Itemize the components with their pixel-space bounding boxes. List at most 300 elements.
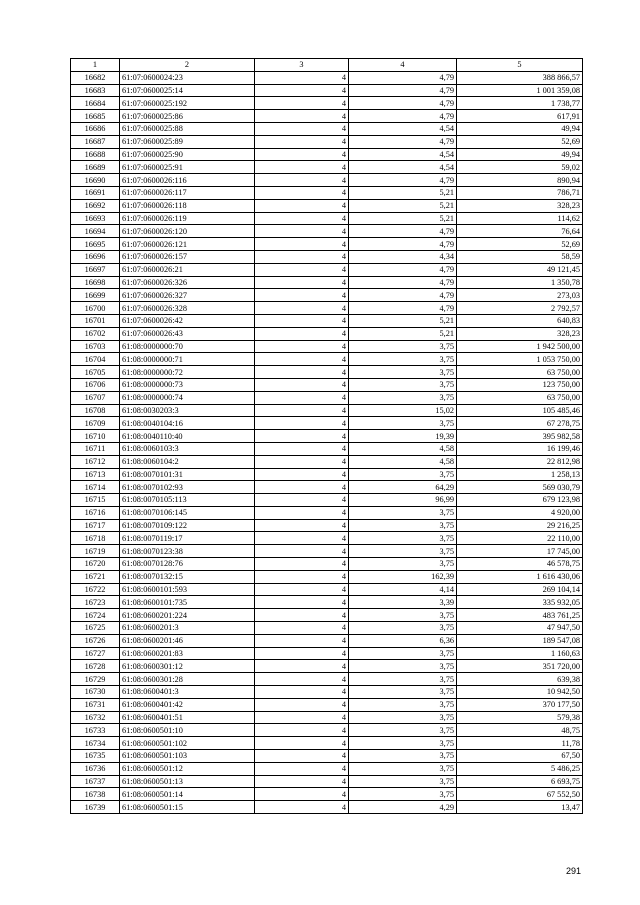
- table-cell: 3,75: [349, 622, 457, 635]
- table-cell: 4: [255, 404, 349, 417]
- table-row: [71, 468, 583, 481]
- table-cell: 16707: [71, 391, 120, 404]
- table-cell: 4: [255, 532, 349, 545]
- table-cell: 48,75: [457, 724, 583, 737]
- table-cell: 4: [255, 788, 349, 801]
- table-row: [71, 378, 583, 391]
- table-cell: 4: [255, 455, 349, 468]
- table-cell: 4: [255, 506, 349, 519]
- table-cell: 76,64: [457, 225, 583, 238]
- table-cell: 16710: [71, 430, 120, 443]
- table-cell: 4,54: [349, 122, 457, 135]
- table-cell: 16709: [71, 417, 120, 430]
- table-row: [71, 404, 583, 417]
- data-table: [70, 58, 583, 814]
- table-cell: 4,79: [349, 263, 457, 276]
- table-cell: 16703: [71, 340, 120, 353]
- table-cell: 273,03: [457, 289, 583, 302]
- table-cell: 4: [255, 378, 349, 391]
- table-cell: 4: [255, 174, 349, 187]
- table-cell: 3,75: [349, 417, 457, 430]
- table-cell: 16737: [71, 775, 120, 788]
- table-cell: 483 761,25: [457, 609, 583, 622]
- table-cell: 3,75: [349, 506, 457, 519]
- table-cell: 16688: [71, 148, 120, 161]
- table-row: [71, 71, 583, 84]
- table-cell: 52,69: [457, 238, 583, 251]
- table-cell: 3,75: [349, 519, 457, 532]
- table-cell: 16714: [71, 481, 120, 494]
- table-cell: 4: [255, 327, 349, 340]
- table-cell: 16691: [71, 186, 120, 199]
- table-row: [71, 238, 583, 251]
- table-cell: 1 738,77: [457, 97, 583, 110]
- table-cell: 61:07:0600026:116: [120, 174, 255, 187]
- table-cell: 4: [255, 583, 349, 596]
- table-cell: 4,79: [349, 289, 457, 302]
- table-cell: 16723: [71, 596, 120, 609]
- table-cell: 61:08:0600201:3: [120, 622, 255, 635]
- table-cell: 16708: [71, 404, 120, 417]
- table-cell: 335 932,05: [457, 596, 583, 609]
- header-row: [71, 59, 583, 72]
- table-cell: 61:08:0600501:14: [120, 788, 255, 801]
- table-cell: 61:08:0600301:28: [120, 673, 255, 686]
- table-cell: 4: [255, 724, 349, 737]
- table-cell: 61:07:0600025:91: [120, 161, 255, 174]
- table-cell: 16713: [71, 468, 120, 481]
- table-cell: 61:08:0000000:73: [120, 378, 255, 391]
- table-cell: 4,79: [349, 84, 457, 97]
- table-cell: 67 552,50: [457, 788, 583, 801]
- table-row: [71, 225, 583, 238]
- table-cell: 61:07:0600026:327: [120, 289, 255, 302]
- table-cell: 61:07:0600024:23: [120, 71, 255, 84]
- table-body: [71, 71, 583, 813]
- table-cell: 61:08:0600101:593: [120, 583, 255, 596]
- table-row: [71, 801, 583, 814]
- table-cell: 61:07:0600026:43: [120, 327, 255, 340]
- table-cell: 13,47: [457, 801, 583, 814]
- table-cell: 16 199,46: [457, 442, 583, 455]
- table-cell: 3,75: [349, 724, 457, 737]
- table-cell: 46 578,75: [457, 558, 583, 571]
- table-cell: 5,21: [349, 314, 457, 327]
- table-cell: 4: [255, 775, 349, 788]
- table-row: [71, 622, 583, 635]
- table-row: [71, 596, 583, 609]
- table-row: [71, 686, 583, 699]
- table-cell: 569 030,79: [457, 481, 583, 494]
- table-cell: 351 720,00: [457, 660, 583, 673]
- table-cell: 4: [255, 417, 349, 430]
- table-cell: 16701: [71, 314, 120, 327]
- table-cell: 16721: [71, 570, 120, 583]
- table-cell: 61:08:0000000:72: [120, 366, 255, 379]
- table-cell: 4: [255, 289, 349, 302]
- table-cell: 370 177,50: [457, 698, 583, 711]
- table-cell: 3,75: [349, 686, 457, 699]
- table-cell: 61:07:0600025:88: [120, 122, 255, 135]
- column-header: 4: [349, 59, 457, 72]
- table-cell: 16695: [71, 238, 120, 251]
- table-row: [71, 750, 583, 763]
- table-cell: 4,79: [349, 276, 457, 289]
- table-row: [71, 135, 583, 148]
- table-cell: 61:08:0600401:42: [120, 698, 255, 711]
- table-cell: 16699: [71, 289, 120, 302]
- table-cell: 61:07:0600026:121: [120, 238, 255, 251]
- table-cell: 61:08:0060103:3: [120, 442, 255, 455]
- table-cell: 61:08:0070119:17: [120, 532, 255, 545]
- table-cell: 4,79: [349, 302, 457, 315]
- table-cell: 16697: [71, 263, 120, 276]
- table-cell: 61:08:0600301:12: [120, 660, 255, 673]
- table-cell: 4: [255, 801, 349, 814]
- table-cell: 61:07:0600026:118: [120, 199, 255, 212]
- table-row: [71, 391, 583, 404]
- table-cell: 16739: [71, 801, 120, 814]
- page-number: 291: [566, 866, 582, 876]
- table-cell: 4: [255, 442, 349, 455]
- table-cell: 61:08:0600101:735: [120, 596, 255, 609]
- table-row: [71, 302, 583, 315]
- table-row: [71, 417, 583, 430]
- table-cell: 16728: [71, 660, 120, 673]
- table-cell: 4: [255, 519, 349, 532]
- table-row: [71, 775, 583, 788]
- column-header: 1: [71, 59, 120, 72]
- table-cell: 16702: [71, 327, 120, 340]
- table-cell: 15,02: [349, 404, 457, 417]
- table-cell: 16686: [71, 122, 120, 135]
- table-cell: 4: [255, 238, 349, 251]
- table-cell: 1 160,63: [457, 647, 583, 660]
- table-row: [71, 430, 583, 443]
- table-cell: 61:08:0070128:76: [120, 558, 255, 571]
- table-cell: 388 866,57: [457, 71, 583, 84]
- table-cell: 639,38: [457, 673, 583, 686]
- table-cell: 4: [255, 161, 349, 174]
- table-cell: 4: [255, 698, 349, 711]
- table-cell: 61:08:0070102:93: [120, 481, 255, 494]
- table-row: [71, 519, 583, 532]
- table-row: [71, 660, 583, 673]
- table-cell: 890,94: [457, 174, 583, 187]
- table-cell: 22 812,98: [457, 455, 583, 468]
- table-cell: 5,21: [349, 327, 457, 340]
- table-cell: 61:07:0600025:89: [120, 135, 255, 148]
- table-cell: 16698: [71, 276, 120, 289]
- table-cell: 395 982,58: [457, 430, 583, 443]
- table-cell: 4: [255, 250, 349, 263]
- table-row: [71, 737, 583, 750]
- table-cell: 16705: [71, 366, 120, 379]
- table-cell: 4: [255, 647, 349, 660]
- table-cell: 3,75: [349, 366, 457, 379]
- table-row: [71, 724, 583, 737]
- table-cell: 1 942 500,00: [457, 340, 583, 353]
- table-cell: 16711: [71, 442, 120, 455]
- table-row: [71, 609, 583, 622]
- table-cell: 4: [255, 481, 349, 494]
- table-cell: 61:07:0600026:21: [120, 263, 255, 276]
- table-cell: 4: [255, 71, 349, 84]
- table-cell: 4: [255, 737, 349, 750]
- table-row: [71, 276, 583, 289]
- table-row: [71, 84, 583, 97]
- table-cell: 61:08:0600401:3: [120, 686, 255, 699]
- table-cell: 16736: [71, 762, 120, 775]
- table-cell: 49,94: [457, 122, 583, 135]
- table-cell: 64,29: [349, 481, 457, 494]
- table-cell: 16689: [71, 161, 120, 174]
- table-cell: 4,54: [349, 161, 457, 174]
- table-cell: 3,75: [349, 609, 457, 622]
- table-cell: 4: [255, 391, 349, 404]
- table-cell: 61:07:0600025:14: [120, 84, 255, 97]
- table-cell: 1 258,13: [457, 468, 583, 481]
- table-row: [71, 570, 583, 583]
- table-cell: 61:08:0030203:3: [120, 404, 255, 417]
- table-cell: 3,75: [349, 391, 457, 404]
- table-cell: 114,62: [457, 212, 583, 225]
- table-cell: 16719: [71, 545, 120, 558]
- table-cell: 16729: [71, 673, 120, 686]
- table-cell: 123 750,00: [457, 378, 583, 391]
- table-cell: 4: [255, 97, 349, 110]
- table-row: [71, 532, 583, 545]
- table-cell: 4 920,00: [457, 506, 583, 519]
- table-cell: 61:08:0600201:46: [120, 634, 255, 647]
- table-cell: 4: [255, 212, 349, 225]
- table-cell: 4: [255, 340, 349, 353]
- table-cell: 679 123,98: [457, 494, 583, 507]
- table-cell: 4: [255, 225, 349, 238]
- table-row: [71, 314, 583, 327]
- table-cell: 1 001 359,08: [457, 84, 583, 97]
- table-cell: 61:07:0600026:42: [120, 314, 255, 327]
- table-cell: 4,79: [349, 97, 457, 110]
- table-cell: 4: [255, 545, 349, 558]
- table-row: [71, 212, 583, 225]
- table-cell: 5,21: [349, 186, 457, 199]
- table-cell: 52,69: [457, 135, 583, 148]
- table-cell: 61:08:0000000:74: [120, 391, 255, 404]
- table-row: [71, 647, 583, 660]
- table-cell: 4: [255, 276, 349, 289]
- table-cell: 3,75: [349, 750, 457, 763]
- table-cell: 61:07:0600026:328: [120, 302, 255, 315]
- table-cell: 4: [255, 263, 349, 276]
- table-cell: 61:08:0600501:10: [120, 724, 255, 737]
- table-cell: 5 486,25: [457, 762, 583, 775]
- table-cell: 61:08:0600501:13: [120, 775, 255, 788]
- table-cell: 61:08:0600401:51: [120, 711, 255, 724]
- table-cell: 16690: [71, 174, 120, 187]
- table-cell: 61:07:0600026:120: [120, 225, 255, 238]
- table-cell: 96,99: [349, 494, 457, 507]
- table-row: [71, 327, 583, 340]
- table-cell: 16718: [71, 532, 120, 545]
- table-cell: 16731: [71, 698, 120, 711]
- table-cell: 4: [255, 186, 349, 199]
- table-cell: 4: [255, 762, 349, 775]
- table-cell: 4: [255, 660, 349, 673]
- table-cell: 4: [255, 558, 349, 571]
- table-cell: 4,58: [349, 442, 457, 455]
- table-cell: 16682: [71, 71, 120, 84]
- table-cell: 61:08:0060104:2: [120, 455, 255, 468]
- table-row: [71, 442, 583, 455]
- table-cell: 47 947,50: [457, 622, 583, 635]
- table-row: [71, 263, 583, 276]
- table-cell: 4,34: [349, 250, 457, 263]
- table-cell: 61:07:0600025:90: [120, 148, 255, 161]
- table-cell: 61:08:0600201:224: [120, 609, 255, 622]
- table-row: [71, 711, 583, 724]
- table-cell: 4: [255, 711, 349, 724]
- table-cell: 4: [255, 122, 349, 135]
- table-cell: 3,75: [349, 468, 457, 481]
- table-cell: 4: [255, 314, 349, 327]
- table-cell: 640,83: [457, 314, 583, 327]
- table-cell: 4: [255, 609, 349, 622]
- table-cell: 16715: [71, 494, 120, 507]
- table-cell: 17 745,00: [457, 545, 583, 558]
- table-cell: 4,79: [349, 135, 457, 148]
- table-cell: 3,75: [349, 698, 457, 711]
- table-row: [71, 788, 583, 801]
- table-cell: 61:08:0070105:113: [120, 494, 255, 507]
- table-row: [71, 250, 583, 263]
- table-cell: 3,75: [349, 775, 457, 788]
- table-row: [71, 583, 583, 596]
- table-cell: 1 616 430,06: [457, 570, 583, 583]
- table-cell: 19,39: [349, 430, 457, 443]
- table-cell: 67,50: [457, 750, 583, 763]
- table-cell: 3,75: [349, 558, 457, 571]
- table-cell: 4,29: [349, 801, 457, 814]
- table-cell: 16724: [71, 609, 120, 622]
- table-cell: 3,75: [349, 762, 457, 775]
- table-cell: 16716: [71, 506, 120, 519]
- table-cell: 16692: [71, 199, 120, 212]
- table-row: [71, 698, 583, 711]
- table-cell: 61:08:0000000:70: [120, 340, 255, 353]
- table-cell: 3,75: [349, 545, 457, 558]
- table-cell: 67 278,75: [457, 417, 583, 430]
- column-header: 3: [255, 59, 349, 72]
- table-cell: 4: [255, 353, 349, 366]
- table-cell: 16694: [71, 225, 120, 238]
- table-cell: 4,14: [349, 583, 457, 596]
- table-cell: 16734: [71, 737, 120, 750]
- table-cell: 16693: [71, 212, 120, 225]
- table-cell: 61:07:0600026:157: [120, 250, 255, 263]
- table-row: [71, 122, 583, 135]
- table-cell: 16706: [71, 378, 120, 391]
- table-cell: 4,79: [349, 110, 457, 123]
- table-cell: 269 104,14: [457, 583, 583, 596]
- table-cell: 4: [255, 570, 349, 583]
- table-cell: 3,39: [349, 596, 457, 609]
- table-cell: 61:08:0070106:145: [120, 506, 255, 519]
- table-cell: 4,79: [349, 225, 457, 238]
- table-row: [71, 340, 583, 353]
- table-row: [71, 199, 583, 212]
- table-cell: 4: [255, 468, 349, 481]
- table-cell: 786,71: [457, 186, 583, 199]
- table-cell: 3,75: [349, 673, 457, 686]
- table-row: [71, 186, 583, 199]
- table-cell: 58,59: [457, 250, 583, 263]
- table-cell: 4,58: [349, 455, 457, 468]
- table-cell: 16712: [71, 455, 120, 468]
- table-cell: 61:08:0070101:31: [120, 468, 255, 481]
- table-cell: 61:07:0600026:326: [120, 276, 255, 289]
- table-cell: 4: [255, 673, 349, 686]
- table-cell: 4: [255, 366, 349, 379]
- table-cell: 4: [255, 634, 349, 647]
- table-cell: 4: [255, 686, 349, 699]
- table-cell: 16725: [71, 622, 120, 635]
- table-row: [71, 634, 583, 647]
- column-header: 2: [120, 59, 255, 72]
- table-cell: 49,94: [457, 148, 583, 161]
- table-cell: 3,75: [349, 353, 457, 366]
- table-cell: 16684: [71, 97, 120, 110]
- table-cell: 16732: [71, 711, 120, 724]
- table-cell: 16687: [71, 135, 120, 148]
- table-cell: 63 750,00: [457, 391, 583, 404]
- table-cell: 11,78: [457, 737, 583, 750]
- table-cell: 61:08:0070123:38: [120, 545, 255, 558]
- table-cell: 3,75: [349, 647, 457, 660]
- table-cell: 29 216,25: [457, 519, 583, 532]
- table-row: [71, 161, 583, 174]
- table-cell: 105 485,46: [457, 404, 583, 417]
- table-cell: 579,38: [457, 711, 583, 724]
- table-cell: 4: [255, 148, 349, 161]
- table-cell: 16717: [71, 519, 120, 532]
- table-cell: 3,75: [349, 737, 457, 750]
- table-cell: 59,02: [457, 161, 583, 174]
- table-cell: 61:08:0600501:12: [120, 762, 255, 775]
- table-cell: 4: [255, 596, 349, 609]
- table-row: [71, 289, 583, 302]
- table-cell: 16704: [71, 353, 120, 366]
- table-cell: 4,54: [349, 148, 457, 161]
- table-cell: 5,21: [349, 212, 457, 225]
- table-cell: 1 053 750,00: [457, 353, 583, 366]
- table-cell: 61:08:0070132:15: [120, 570, 255, 583]
- table-cell: 16730: [71, 686, 120, 699]
- table-cell: 61:08:0600501:15: [120, 801, 255, 814]
- table-cell: 4: [255, 750, 349, 763]
- table-cell: 5,21: [349, 199, 457, 212]
- table-cell: 61:08:0070109:122: [120, 519, 255, 532]
- table-cell: 617,91: [457, 110, 583, 123]
- table-cell: 16685: [71, 110, 120, 123]
- table-cell: 16700: [71, 302, 120, 315]
- table-cell: 61:07:0600026:119: [120, 212, 255, 225]
- table-cell: 16696: [71, 250, 120, 263]
- table-cell: 3,75: [349, 340, 457, 353]
- table-cell: 61:08:0600501:102: [120, 737, 255, 750]
- table-cell: 4: [255, 84, 349, 97]
- table-row: [71, 174, 583, 187]
